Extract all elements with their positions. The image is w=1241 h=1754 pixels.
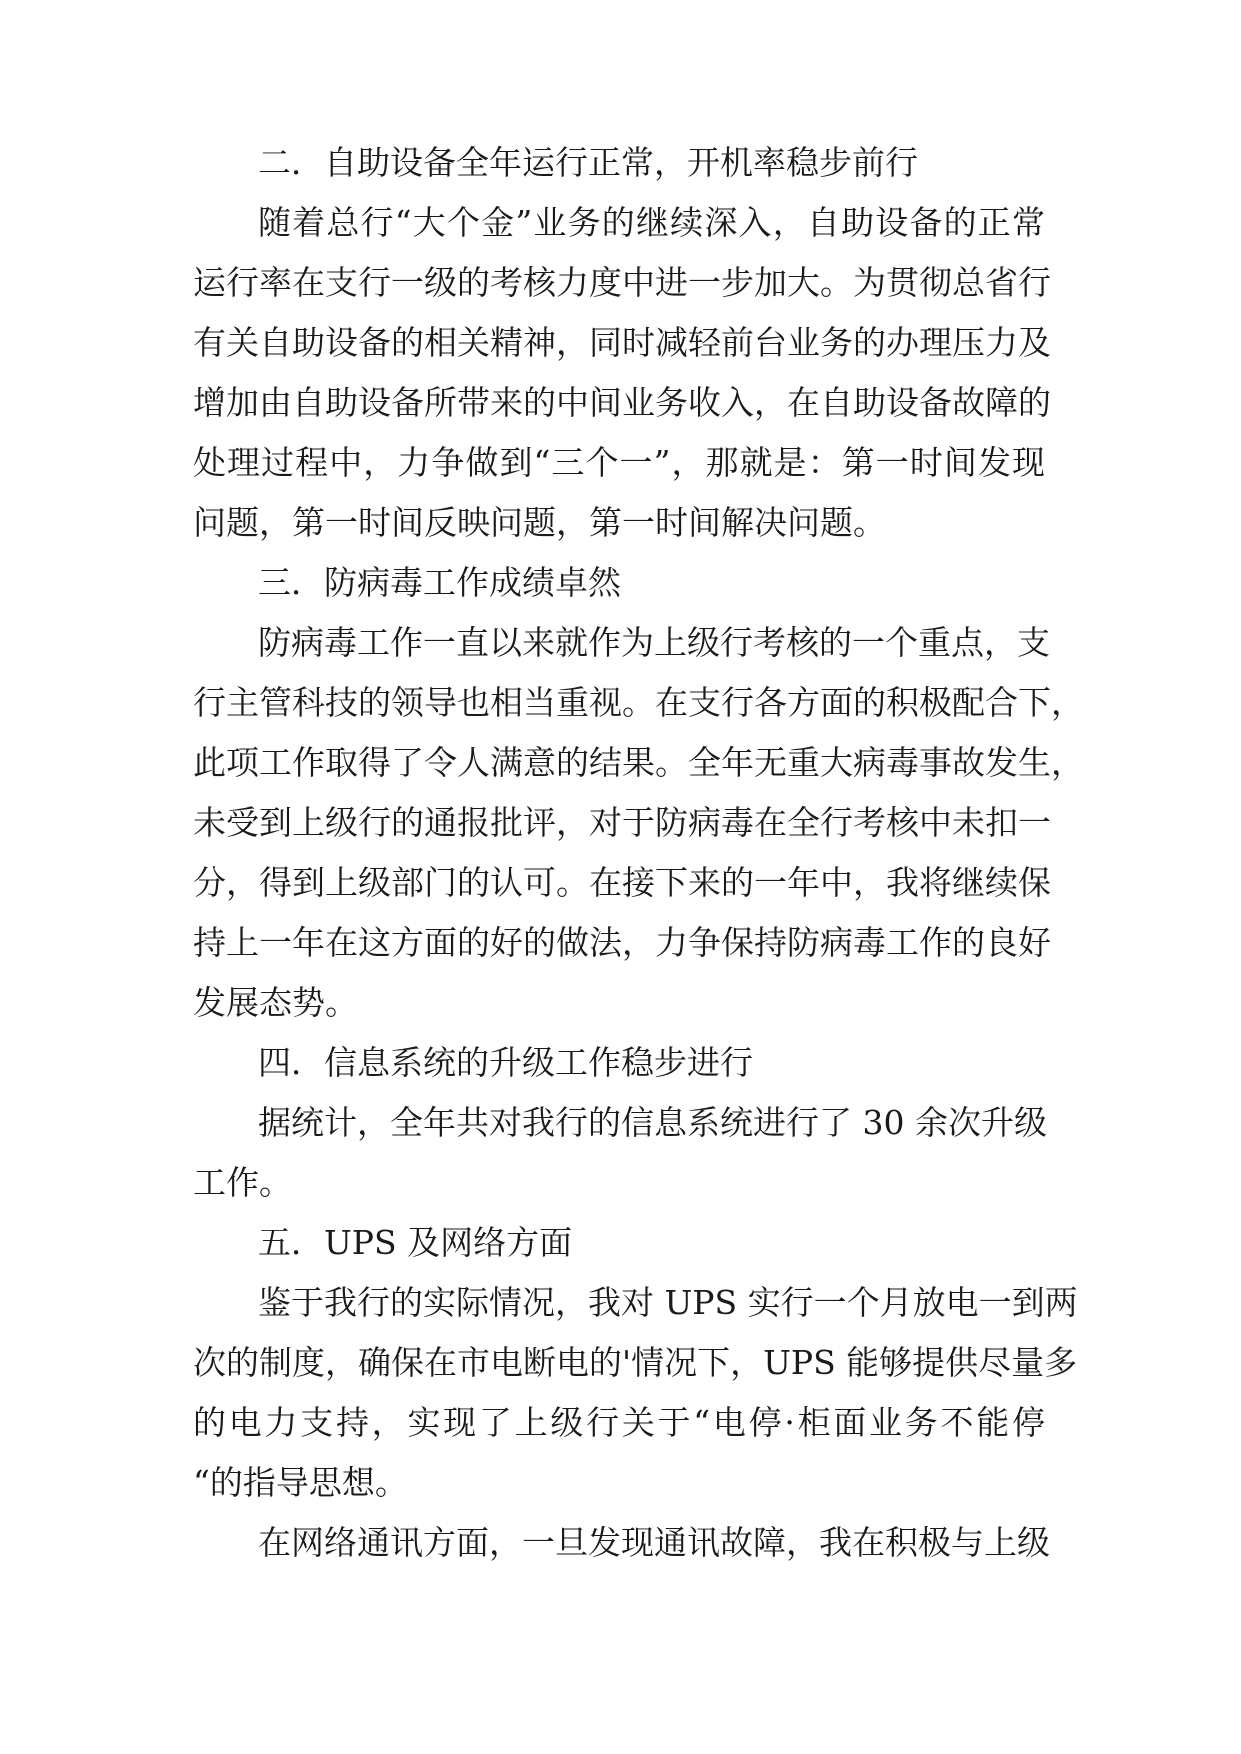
paragraph-line: 增加由自助设备所带来的中间业务收入，在自助设备故障的 [193,383,1051,422]
paragraph-line: 处理过程中，力争做到“三个一”，那就是：第一时间发现 [193,443,1045,482]
paragraph-line: 的电力支持，实现了上级行关于“电停·柜面业务不能停 [193,1403,1045,1442]
section-heading-3: 三．防病毒工作成绩卓然 [258,563,621,602]
section-heading-4: 四．信息系统的升级工作稳步进行 [258,1043,753,1082]
paragraph-line: 行主管科技的领导也相当重视。在支行各方面的积极配合下， [193,683,1084,722]
paragraph-line: 次的制度，确保在市电断电的'情况下，UPS 能够提供尽量多 [193,1343,1078,1382]
paragraph-line: 发展态势。 [193,983,358,1022]
paragraph-line: 随着总行“大个金”业务的继续深入，自助设备的正常 [258,203,1045,242]
paragraph-line: 未受到上级行的通报批评，对于防病毒在全行考核中未扣一 [193,803,1051,842]
paragraph-line: 有关自助设备的相关精神，同时减轻前台业务的办理压力及 [193,323,1051,362]
paragraph-line: 运行率在支行一级的考核力度中进一步加大。为贯彻总省行 [193,263,1051,302]
paragraph-line: 持上一年在这方面的好的做法，力争保持防病毒工作的良好 [193,923,1051,962]
paragraph-line: “的指导思想。 [193,1463,408,1502]
paragraph-line: 工作。 [193,1163,292,1202]
paragraph-line: 鉴于我行的实际情况，我对 UPS 实行一个月放电一到两 [258,1283,1078,1322]
paragraph-line: 此项工作取得了令人满意的结果。全年无重大病毒事故发生， [193,743,1084,782]
paragraph-line: 问题，第一时间反映问题，第一时间解决问题。 [193,503,886,542]
paragraph-line: 分，得到上级部门的认可。在接下来的一年中，我将继续保 [193,863,1051,902]
section-heading-5: 五．UPS 及网络方面 [258,1223,573,1262]
paragraph-line: 据统计，全年共对我行的信息系统进行了 30 余次升级 [258,1103,1047,1142]
paragraph-line: 在网络通讯方面，一旦发现通讯故障，我在积极与上级 [258,1523,1050,1562]
paragraph-line: 防病毒工作一直以来就作为上级行考核的一个重点，支 [258,623,1050,662]
section-heading-2: 二．自助设备全年运行正常，开机率稳步前行 [258,143,918,182]
